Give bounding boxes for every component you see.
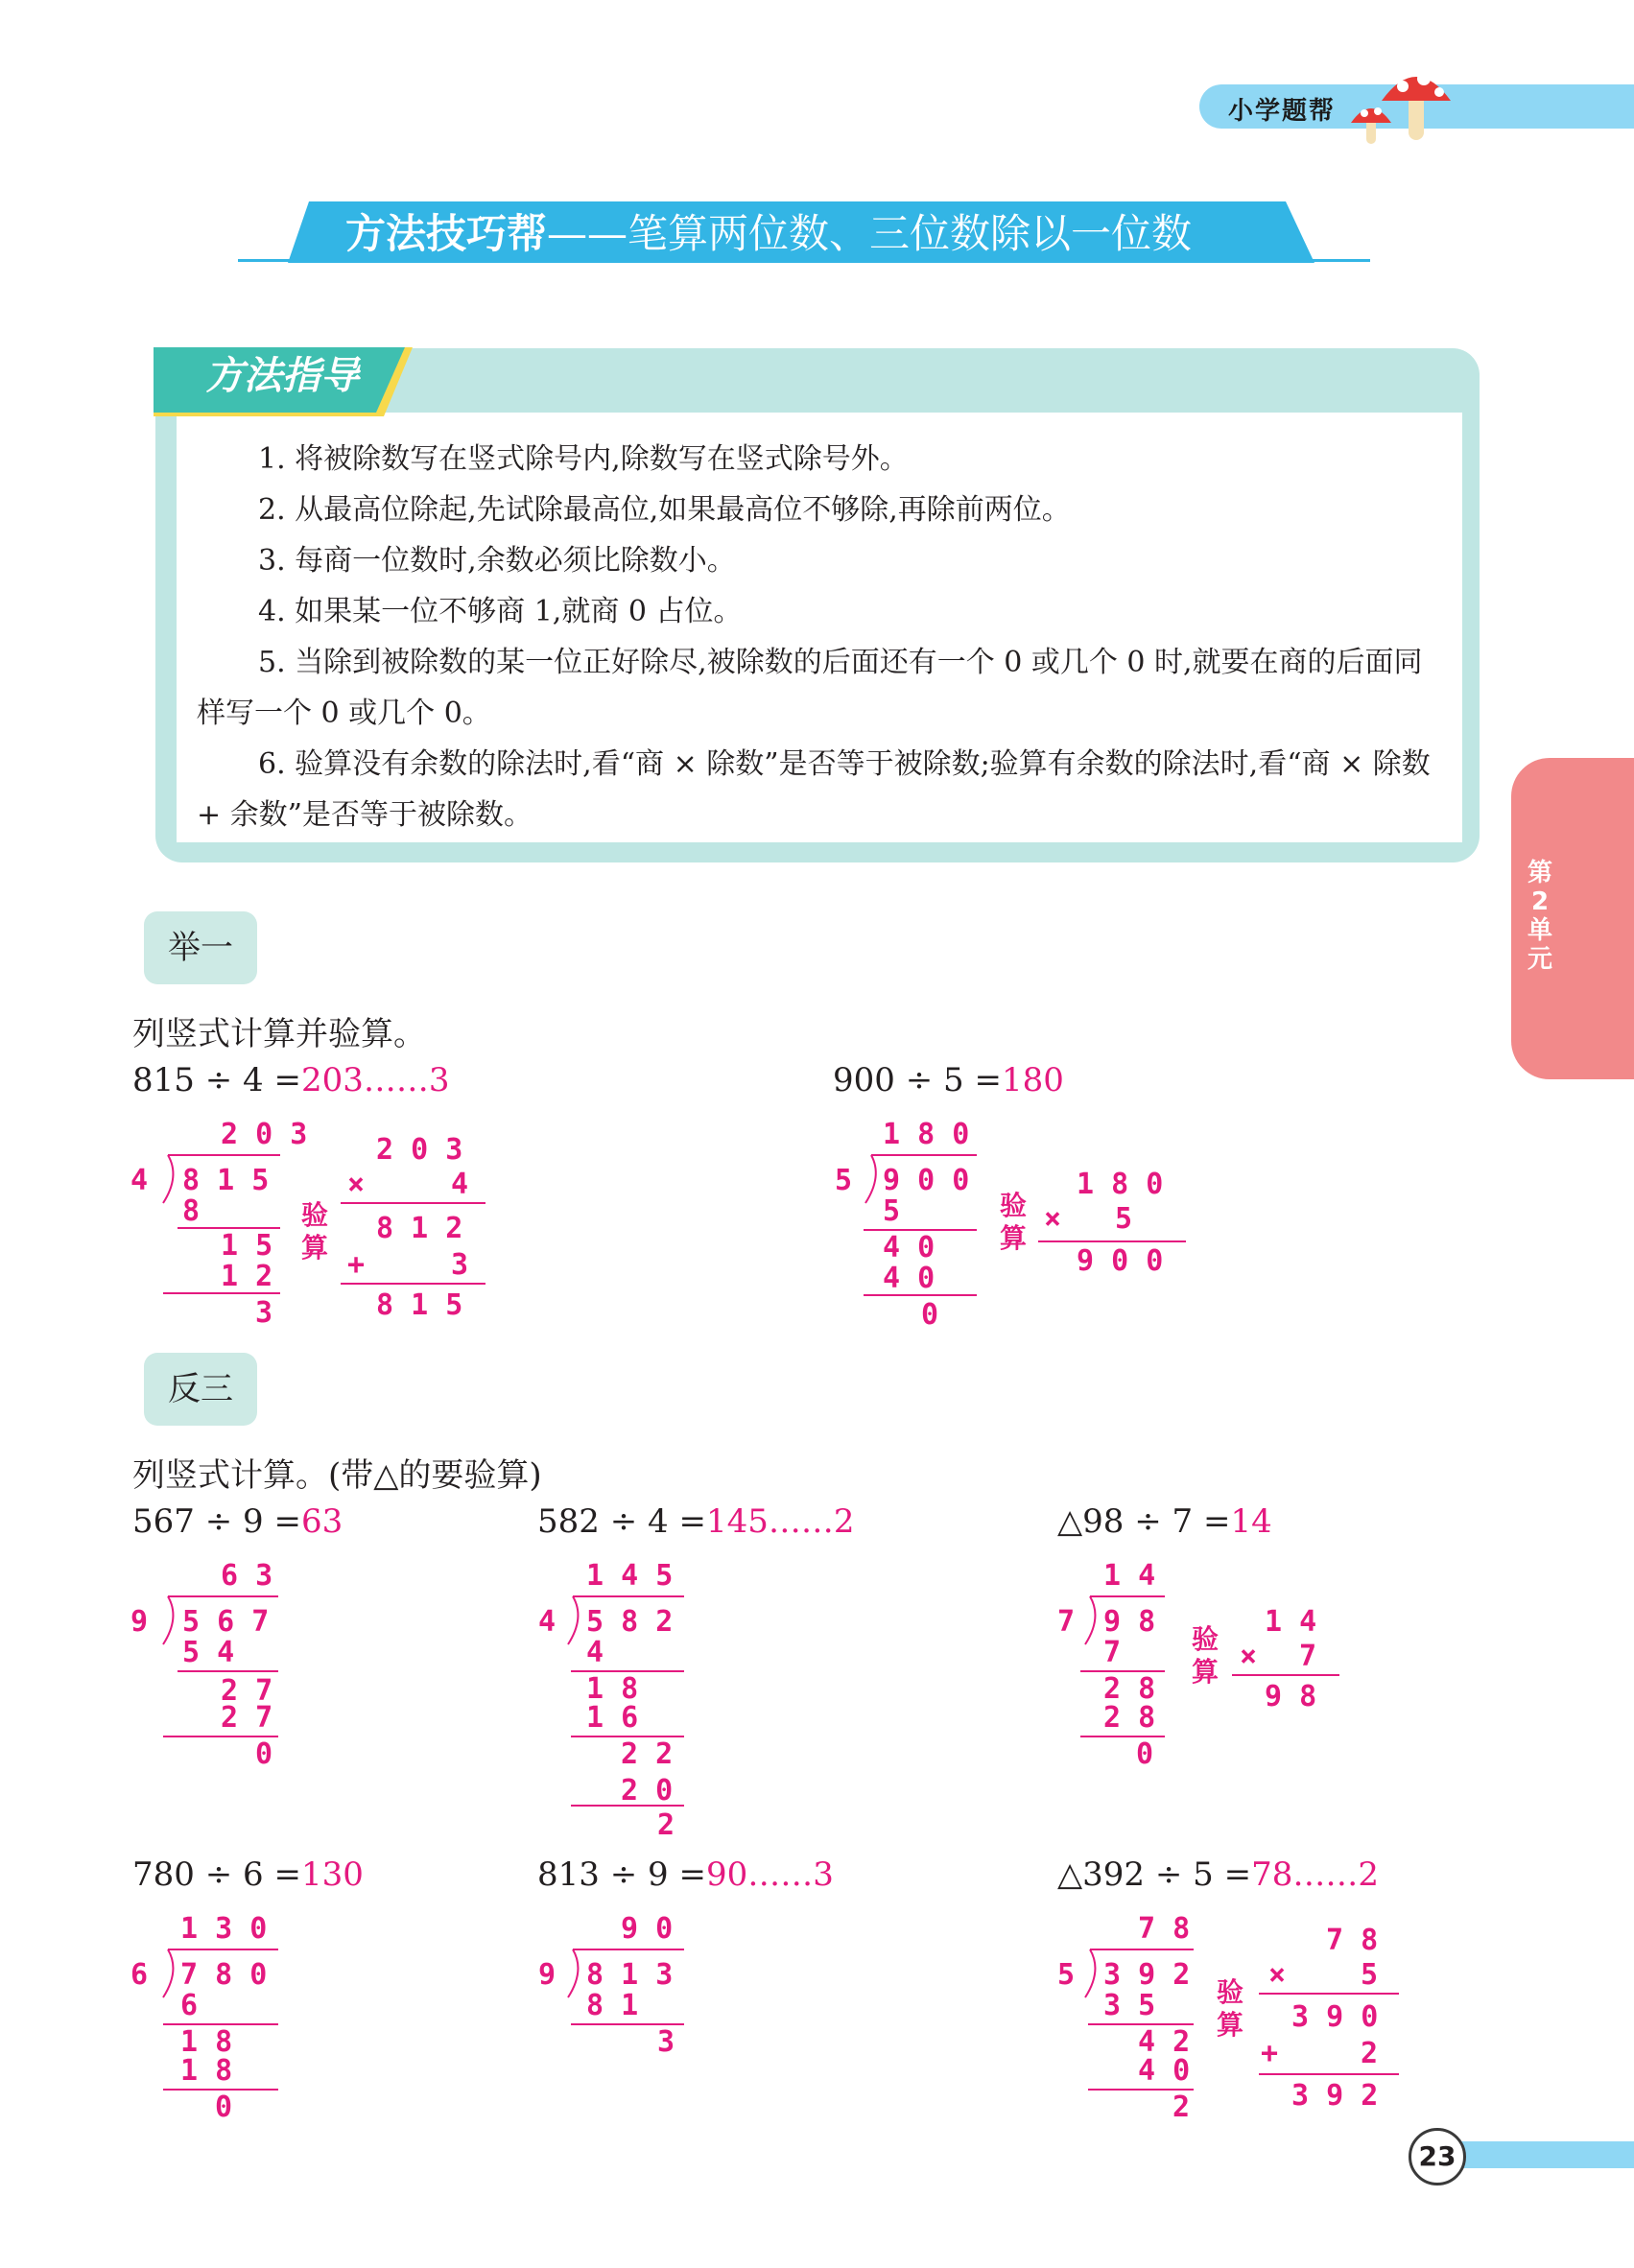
- dividend: 7 8 0: [180, 1958, 268, 1992]
- divisor: 4: [130, 1164, 149, 1197]
- long-division-900-5: [825, 1113, 1209, 1334]
- long-division-392-5: [1052, 1907, 1416, 2138]
- quotient-digits: 9 0: [621, 1912, 674, 1946]
- long-division-98-7: [1052, 1554, 1359, 1775]
- dividend: 8 1 5: [182, 1164, 270, 1197]
- step: 2 0: [621, 1774, 674, 1807]
- check-step: 5: [1361, 1958, 1379, 1992]
- step: 1 5: [221, 1229, 273, 1263]
- check-step: 3 9 0: [1291, 2000, 1379, 2034]
- divisor: 9: [538, 1958, 557, 1992]
- step: 1 8: [180, 2054, 233, 2088]
- method-item: 6. 验算没有余数的除法时,看“商 × 除数”是否等于被除数;验算有余数的除法时,看“商 × 除数 + 余数”是否等于被除数。: [197, 747, 1431, 832]
- check-step: 9 0 0: [1077, 1244, 1164, 1278]
- check-step: 5: [1115, 1202, 1133, 1236]
- method-item: 4. 如果某一位不够商 1,就商 0 占位。: [258, 595, 743, 628]
- check-step: 8 1 5: [376, 1288, 463, 1322]
- problem-expr: △392 ÷ 5 =: [1057, 1855, 1252, 1894]
- check-step: 7 8: [1326, 1924, 1379, 1957]
- quotient-digits: 7 8: [1138, 1912, 1191, 1946]
- quotient-digits: 2 0 3: [221, 1118, 308, 1151]
- divisor: 5: [835, 1164, 853, 1197]
- check-step: 2 0 3: [376, 1133, 463, 1167]
- division-bracket: [865, 1155, 876, 1203]
- step: 5: [883, 1194, 901, 1228]
- check-step: 3: [451, 1248, 469, 1282]
- problem-expr: △98 ÷ 7 =: [1057, 1502, 1231, 1541]
- method-label: 方法指导: [205, 354, 359, 398]
- check-label: 算: [1217, 2009, 1244, 2041]
- check-step: 4: [451, 1168, 469, 1201]
- method-list: [197, 434, 1444, 840]
- step: 4 0: [883, 1262, 935, 1295]
- section1-instruction: 列竖式计算并验算。: [132, 1015, 426, 1053]
- step: 2 7: [221, 1701, 273, 1735]
- divisor: 5: [1057, 1958, 1076, 1992]
- remainder: 0: [1136, 1737, 1154, 1771]
- check-step: 1 4: [1265, 1605, 1317, 1639]
- problem-expr: 780 ÷ 6 =: [132, 1855, 301, 1894]
- check-step: 2: [1361, 2037, 1379, 2070]
- remainder: 3: [657, 2025, 675, 2059]
- section-badge-juyi: 举一: [144, 911, 257, 984]
- step: 4: [586, 1636, 604, 1669]
- dividend: 5 8 2: [586, 1605, 674, 1639]
- problem-expression: [537, 1502, 854, 1541]
- remainder: 0: [921, 1298, 939, 1332]
- quotient-digits: 1 4 5: [586, 1559, 674, 1593]
- check-step: 3 9 2: [1291, 2079, 1379, 2113]
- problem-expression: [1057, 1855, 1379, 1894]
- dividend: 9 8: [1103, 1605, 1156, 1639]
- step: 7: [1103, 1636, 1122, 1669]
- problem-expression: [132, 1502, 343, 1541]
- problem-expression: [132, 1061, 449, 1099]
- problem-answer: 180: [1001, 1061, 1064, 1099]
- check-step: +: [347, 1248, 366, 1282]
- step: 6: [180, 1989, 199, 2022]
- problem-answer: 78……2: [1251, 1855, 1379, 1894]
- problem-expression: [537, 1855, 834, 1894]
- divisor: 9: [130, 1605, 149, 1639]
- step: 2 2: [621, 1737, 674, 1771]
- step: 8: [182, 1194, 201, 1228]
- long-division-567-9: [125, 1554, 317, 1775]
- title-sub: ——笔算两位数、三位数除以一位数: [547, 210, 1193, 257]
- remainder: 2: [1172, 2091, 1191, 2124]
- check-step: ×: [1044, 1202, 1062, 1236]
- method-item: 3. 每商一位数时,余数必须比除数小。: [258, 544, 736, 578]
- problem-answer: 14: [1230, 1502, 1272, 1541]
- check-step: 7: [1299, 1640, 1317, 1673]
- check-step: +: [1261, 2037, 1279, 2070]
- long-division-813-9: [533, 1907, 724, 2061]
- check-step: 8 1 2: [376, 1212, 463, 1245]
- step: 4 2: [1138, 2025, 1191, 2059]
- problem-expr: 813 ÷ 9 =: [537, 1855, 706, 1894]
- quotient-digits: 6 3: [221, 1559, 273, 1593]
- check-label: 验: [301, 1199, 329, 1231]
- dividend: 9 0 0: [883, 1164, 970, 1197]
- method-item: 2. 从最高位除起,先试除最高位,如果最高位不够除,再除前两位。: [258, 493, 1071, 527]
- step: 2 8: [1103, 1672, 1156, 1706]
- step: 1 2: [221, 1260, 273, 1293]
- step: 4 0: [1138, 2054, 1191, 2088]
- page-title: [345, 207, 1192, 261]
- problem-expr: 582 ÷ 4 =: [537, 1502, 706, 1541]
- page-number: 23: [1409, 2128, 1466, 2185]
- problem-answer: 203……3: [300, 1061, 450, 1099]
- check-label: 算: [301, 1232, 329, 1264]
- step: 1 8: [586, 1672, 639, 1706]
- step: 8 1: [586, 1989, 639, 2022]
- problem-expr: 567 ÷ 9 =: [132, 1502, 301, 1541]
- problem-answer: 145……2: [705, 1502, 855, 1541]
- division-bracket: [163, 1155, 173, 1203]
- remainder: 0: [255, 1737, 273, 1771]
- check-step: ×: [1268, 1958, 1287, 1992]
- title-main: 方法技巧帮: [345, 210, 548, 257]
- dividend: 8 1 3: [586, 1958, 674, 1992]
- brand-name: 小学题帮: [1228, 97, 1337, 126]
- problem-expression: [1057, 1502, 1272, 1541]
- long-division-582-4: [533, 1554, 744, 1852]
- check-step: ×: [1240, 1640, 1258, 1673]
- check-step: 1 8 0: [1077, 1168, 1164, 1201]
- section-badge-fansan: 反三: [144, 1353, 257, 1426]
- remainder: 0: [215, 2091, 233, 2124]
- step: 1 6: [586, 1701, 639, 1735]
- quotient-digits: 1 8 0: [883, 1118, 970, 1151]
- problem-answer: 130: [300, 1855, 364, 1894]
- problem-expression: [833, 1061, 1064, 1099]
- mushroom-icon: [1343, 58, 1458, 149]
- quotient-digits: 1 4: [1103, 1559, 1156, 1593]
- step: 1 8: [180, 2025, 233, 2059]
- unit-tab-label: 第2单元: [1527, 859, 1552, 974]
- problem-expr: 815 ÷ 4 =: [132, 1061, 301, 1099]
- dividend: 5 6 7: [182, 1605, 270, 1639]
- check-label: 验: [1000, 1190, 1028, 1221]
- check-step: ×: [347, 1168, 366, 1201]
- step: 4 0: [883, 1231, 935, 1264]
- quotient-digits: 1 3 0: [180, 1912, 268, 1946]
- problem-expr: 900 ÷ 5 =: [833, 1061, 1002, 1099]
- problem-answer: 63: [300, 1502, 343, 1541]
- problem-expression: [132, 1855, 364, 1894]
- check-label: 验: [1217, 1976, 1244, 2008]
- remainder: 3: [255, 1296, 273, 1330]
- step: 2 7: [221, 1674, 273, 1708]
- section2-instruction: 列竖式计算。(带△的要验算): [132, 1456, 542, 1495]
- remainder: 2: [657, 1808, 675, 1842]
- step: 5 4: [182, 1636, 235, 1669]
- divisor: 6: [130, 1958, 149, 1992]
- long-division-780-6: [125, 1907, 317, 2128]
- check-step: 9 8: [1265, 1680, 1317, 1713]
- check-label: 验: [1192, 1623, 1220, 1655]
- divisor: 7: [1057, 1605, 1076, 1639]
- check-label: 算: [1000, 1222, 1028, 1254]
- method-item: 1. 将被除数写在竖式除号内,除数写在竖式除号外。: [258, 442, 909, 476]
- method-item: 5. 当除到被除数的某一位正好除尽,被除数的后面还有一个 0 或几个 0 时,就要在商的后面同样写一个 0 或几个 0。: [197, 646, 1423, 730]
- divisor: 4: [538, 1605, 557, 1639]
- page-bar: [1454, 2141, 1634, 2168]
- step: 3 5: [1103, 1989, 1156, 2022]
- dividend: 3 9 2: [1103, 1958, 1191, 1992]
- check-label: 算: [1192, 1656, 1220, 1688]
- step: 2 8: [1103, 1701, 1156, 1735]
- long-division-815-4: [125, 1113, 509, 1334]
- problem-answer: 90……3: [705, 1855, 834, 1894]
